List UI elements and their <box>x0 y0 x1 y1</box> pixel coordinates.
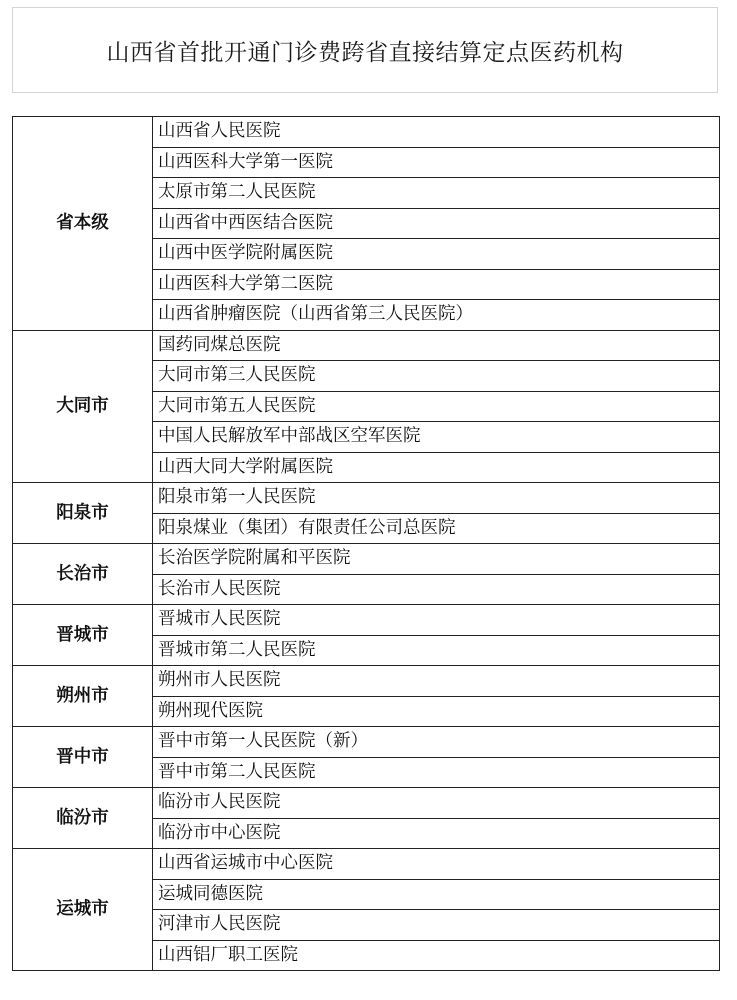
institution-cell: 山西医科大学第一医院 <box>153 147 720 178</box>
institution-cell: 山西中医学院附属医院 <box>153 239 720 270</box>
institution-cell: 大同市第五人民医院 <box>153 391 720 422</box>
institution-cell: 临汾市人民医院 <box>153 788 720 819</box>
table-row <box>13 483 720 514</box>
institution-cell: 国药同煤总医院 <box>153 330 720 361</box>
table-row <box>13 849 720 880</box>
table-row <box>13 330 720 361</box>
table-row <box>13 666 720 697</box>
institution-cell: 朔州现代医院 <box>153 696 720 727</box>
institutions-table-body <box>13 117 720 971</box>
institution-cell: 河津市人民医院 <box>153 910 720 941</box>
table-row <box>13 117 720 148</box>
institution-cell: 山西省肿瘤医院（山西省第三人民医院） <box>153 300 720 331</box>
page-title: 山西省首批开通门诊费跨省直接结算定点医药机构 <box>106 39 624 66</box>
institution-cell: 大同市第三人民医院 <box>153 361 720 392</box>
institution-cell: 晋中市第二人民医院 <box>153 757 720 788</box>
institution-cell: 山西省人民医院 <box>153 117 720 148</box>
institution-cell: 阳泉煤业（集团）有限责任公司总医院 <box>153 513 720 544</box>
region-cell: 省本级 <box>13 117 153 331</box>
region-cell: 运城市 <box>13 849 153 971</box>
institutions-table <box>12 116 720 971</box>
institution-cell: 朔州市人民医院 <box>153 666 720 697</box>
region-cell: 朔州市 <box>13 666 153 727</box>
region-cell: 阳泉市 <box>13 483 153 544</box>
table-row <box>13 605 720 636</box>
institution-cell: 晋中市第一人民医院（新） <box>153 727 720 758</box>
page-title-box <box>12 7 718 93</box>
table-row <box>13 544 720 575</box>
institution-cell: 晋城市人民医院 <box>153 605 720 636</box>
institution-cell: 中国人民解放军中部战区空军医院 <box>153 422 720 453</box>
region-cell: 晋中市 <box>13 727 153 788</box>
institution-cell: 山西铝厂职工医院 <box>153 940 720 971</box>
institution-cell: 运城同德医院 <box>153 879 720 910</box>
institution-cell: 晋城市第二人民医院 <box>153 635 720 666</box>
region-cell: 临汾市 <box>13 788 153 849</box>
region-cell: 长治市 <box>13 544 153 605</box>
institution-cell: 太原市第二人民医院 <box>153 178 720 209</box>
institution-cell: 长治医学院附属和平医院 <box>153 544 720 575</box>
institution-cell: 长治市人民医院 <box>153 574 720 605</box>
table-row <box>13 727 720 758</box>
institution-cell: 山西省中西医结合医院 <box>153 208 720 239</box>
institution-cell: 临汾市中心医院 <box>153 818 720 849</box>
institution-cell: 山西大同大学附属医院 <box>153 452 720 483</box>
institution-cell: 山西省运城市中心医院 <box>153 849 720 880</box>
region-cell: 晋城市 <box>13 605 153 666</box>
region-cell: 大同市 <box>13 330 153 483</box>
table-row <box>13 788 720 819</box>
institution-cell: 山西医科大学第二医院 <box>153 269 720 300</box>
institution-cell: 阳泉市第一人民医院 <box>153 483 720 514</box>
